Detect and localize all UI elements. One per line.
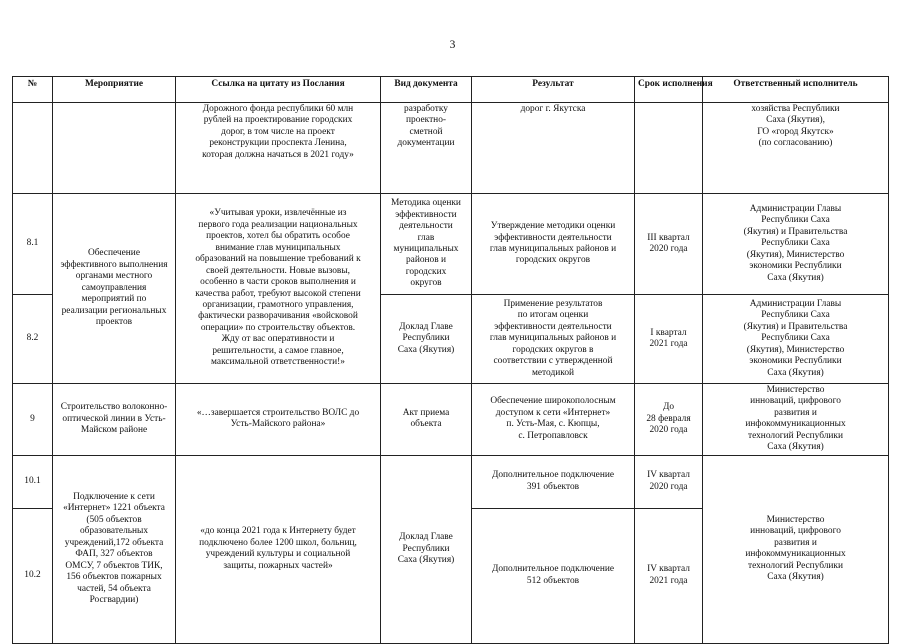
table-row: [13, 103, 889, 194]
cell-result: Обеспечение широкополосным доступом к сети «Интернет» п. Усть-Мая, с. Кюпцы, с. Петропавловск: [472, 384, 635, 456]
cell-document-type: Методика оценки эффективности деятельности глав муниципальных районов и городских округов: [381, 194, 472, 295]
header-result: Результат: [472, 77, 635, 103]
header-number: №: [13, 77, 53, 103]
cell-result: дорог г. Якутска: [472, 103, 635, 194]
cell-executor: Администрации Главы Республики Саха (Якутия) и Правительства Республики Саха (Якутия), Министерство экономики Республики Саха (Якутия): [703, 194, 889, 295]
cell-executor: Администрации Главы Республики Саха (Якутия) и Правительства Республики Саха (Якутия), Министерство экономики Республики Саха (Якутия): [703, 295, 889, 384]
cell-result: Применение результатов по итогам оценки эффективности деятельности глав муниципальных районов и городских округов в соответствии с утвержденной методикой: [472, 295, 635, 384]
cell-event: Строительство волоконно- оптической линии в Усть- Майском районе: [53, 384, 176, 456]
table-row: [13, 384, 889, 456]
cell-term: До 28 февраля 2020 года: [635, 384, 703, 456]
header-term: Срок исполнения: [635, 77, 703, 103]
cell-number: [13, 103, 53, 194]
cell-document-type: Доклад Главе Республики Саха (Якутия): [381, 295, 472, 384]
cell-number: 9: [13, 384, 53, 456]
cell-result: Дополнительное подключение 391 объектов: [472, 455, 635, 508]
cell-term: [635, 103, 703, 194]
cell-quote: «…завершается строительство ВОЛС до Усть-Майского района»: [176, 384, 381, 456]
cell-executor: Министерство инноваций, цифрового развития и инфокоммуникационных технологий Республики Саха (Якутия): [703, 455, 889, 643]
cell-number: 10.1: [13, 455, 53, 508]
action-plan-table: [12, 76, 889, 644]
cell-executor: Министерство инноваций, цифрового развития и инфокоммуникационных технологий Республики Саха (Якутия): [703, 384, 889, 456]
cell-event: [53, 103, 176, 194]
cell-term: IV квартал 2020 года: [635, 455, 703, 508]
cell-quote: «до конца 2021 года к Интернету будет подключено более 1200 школ, больниц, учреждений культуры и социальной защиты, пожарных частей»: [176, 455, 381, 643]
cell-term: IV квартал 2021 года: [635, 508, 703, 643]
cell-event: Обеспечение эффективного выполнения органами местного самоуправления мероприятий по реализации региональных проектов: [53, 194, 176, 384]
cell-document-type: Акт приема объекта: [381, 384, 472, 456]
table-header-row: [13, 77, 889, 103]
header-event: Мероприятие: [53, 77, 176, 103]
table-row: [13, 194, 889, 295]
table-row: [13, 455, 889, 508]
page-number: 3: [449, 39, 456, 51]
cell-document-type: Доклад Главе Республики Саха (Якутия): [381, 455, 472, 643]
cell-document-type: разработку проектно- сметной документации: [381, 103, 472, 194]
header-document-type: Вид документа: [381, 77, 472, 103]
cell-result: Утверждение методики оценки эффективности деятельности глав муниципальных районов и городских округов: [472, 194, 635, 295]
header-quote: Ссылка на цитату из Послания: [176, 77, 381, 103]
cell-executor: хозяйства Республики Саха (Якутия), ГО «город Якутск» (по согласованию): [703, 103, 889, 194]
cell-result: Дополнительное подключение 512 объектов: [472, 508, 635, 643]
cell-number: 8.2: [13, 295, 53, 384]
cell-number: 10.2: [13, 508, 53, 643]
cell-quote: «Учитывая уроки, извлечённые из первого года реализации национальных проектов, хотел бы обратить особое внимание глав муниципальных образований на повышение требований к своей деятельности. Новые вызовы, особенно в части сроков выполнения и качества работ, требуют высокой степени организации, грамотного управления, фактически разворачивания «войсковой операции» по строительству объектов. Жду от вас оперативности и решительности, а самое главное, максимальной ответственности!»: [176, 194, 381, 384]
cell-term: III квартал 2020 года: [635, 194, 703, 295]
cell-event: Подключение к сети «Интернет» 1221 объекта (505 объектов образовательных учреждений,172 объекта ФАП, 327 объектов ОМСУ, 7 объектов ТИК, 156 объектов пожарных частей, 54 объекта Росгвардии): [53, 455, 176, 643]
cell-number: 8.1: [13, 194, 53, 295]
cell-quote: Дорожного фонда республики 60 млн рублей на проектирование городских дорог, в том числе на проект реконструкции проспекта Ленина, которая должна начаться в 2021 году»: [176, 103, 381, 194]
cell-term: I квартал 2021 года: [635, 295, 703, 384]
header-executor: Ответственный исполнитель: [703, 77, 889, 103]
